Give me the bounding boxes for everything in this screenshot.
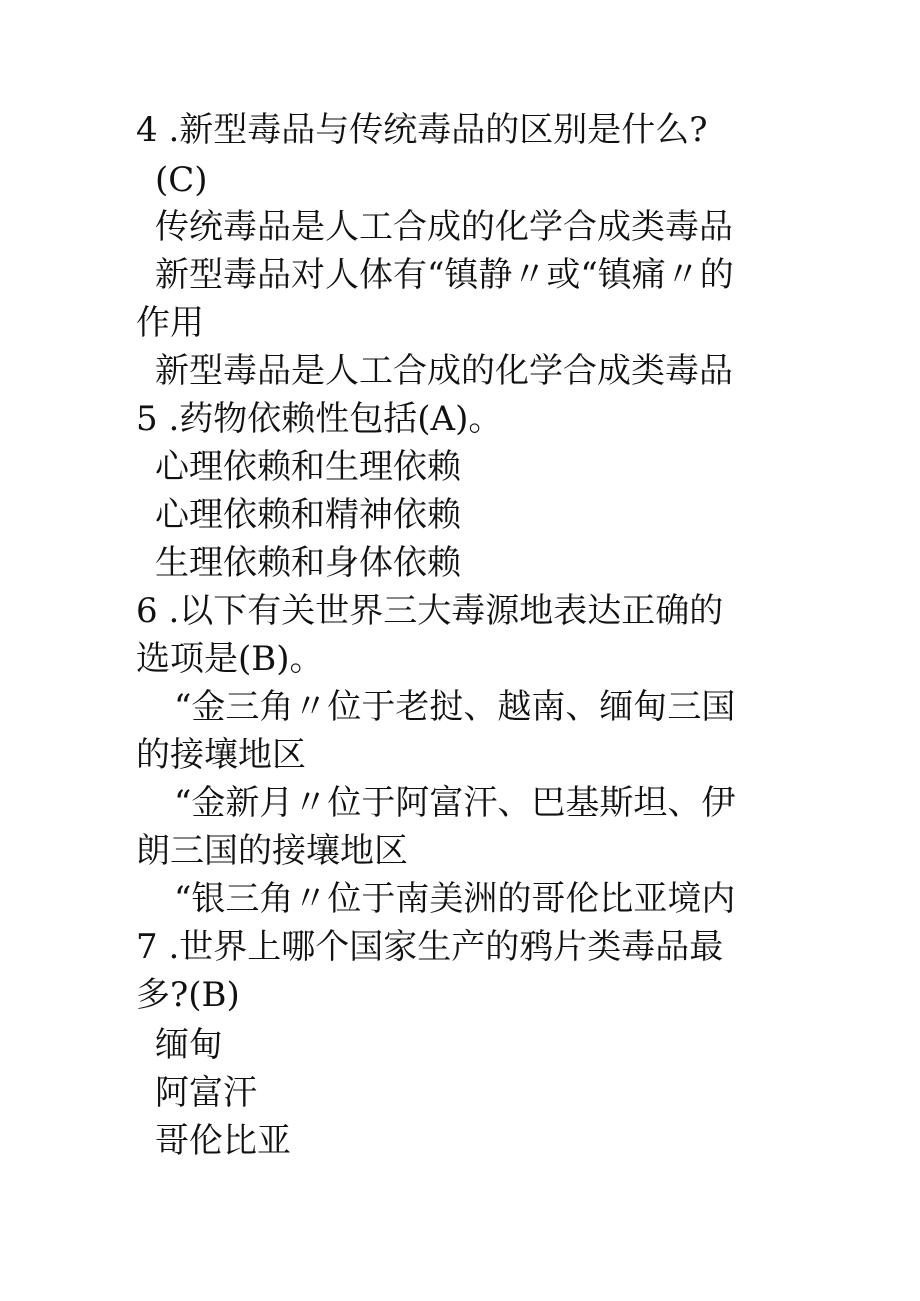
question-4-option-b-line-1: 新型毒品对人体有“镇静〃或“镇痛〃的 bbox=[155, 255, 734, 295]
question-5-option-c: 生理依赖和身体依赖 bbox=[155, 543, 461, 583]
question-5-stem: 5 .药物依赖性包括(A)。 bbox=[136, 399, 503, 439]
question-7-option-b: 阿富汗 bbox=[155, 1073, 257, 1113]
question-5-option-b: 心理依赖和精神依赖 bbox=[155, 495, 461, 535]
question-6-option-b-line-1: “金新月〃位于阿富汗、巴基斯坦、伊 bbox=[174, 783, 736, 823]
question-7-stem-line-2: 多?(B) bbox=[136, 975, 240, 1015]
question-4-option-b-line-2: 作用 bbox=[136, 303, 204, 343]
question-4-option-a: 传统毒品是人工合成的化学合成类毒品 bbox=[155, 207, 733, 247]
question-7-option-c: 哥伦比亚 bbox=[155, 1121, 291, 1161]
question-6-option-a-line-2: 的接壤地区 bbox=[136, 735, 306, 775]
question-7-stem-line-1: 7 .世界上哪个国家生产的鸦片类毒品最 bbox=[136, 927, 724, 967]
question-6-stem-line-1: 6 .以下有关世界三大毒源地表达正确的 bbox=[136, 591, 724, 631]
question-6-stem-line-2: 选项是(B)。 bbox=[136, 639, 324, 679]
question-4-stem-line-1: 4 .新型毒品与传统毒品的区别是什么? bbox=[136, 110, 708, 150]
question-6-option-c: “银三角〃位于南美洲的哥伦比亚境内 bbox=[174, 879, 736, 919]
question-4-option-c: 新型毒品是人工合成的化学合成类毒品 bbox=[155, 351, 733, 391]
question-6-option-a-line-1: “金三角〃位于老挝、越南、缅甸三国 bbox=[174, 687, 736, 727]
question-4-stem-line-2: (C) bbox=[155, 160, 208, 200]
question-6-option-b-line-2: 朗三国的接壤地区 bbox=[136, 831, 408, 871]
question-7-option-a: 缅甸 bbox=[155, 1025, 223, 1065]
question-5-option-a: 心理依赖和生理依赖 bbox=[155, 447, 461, 487]
